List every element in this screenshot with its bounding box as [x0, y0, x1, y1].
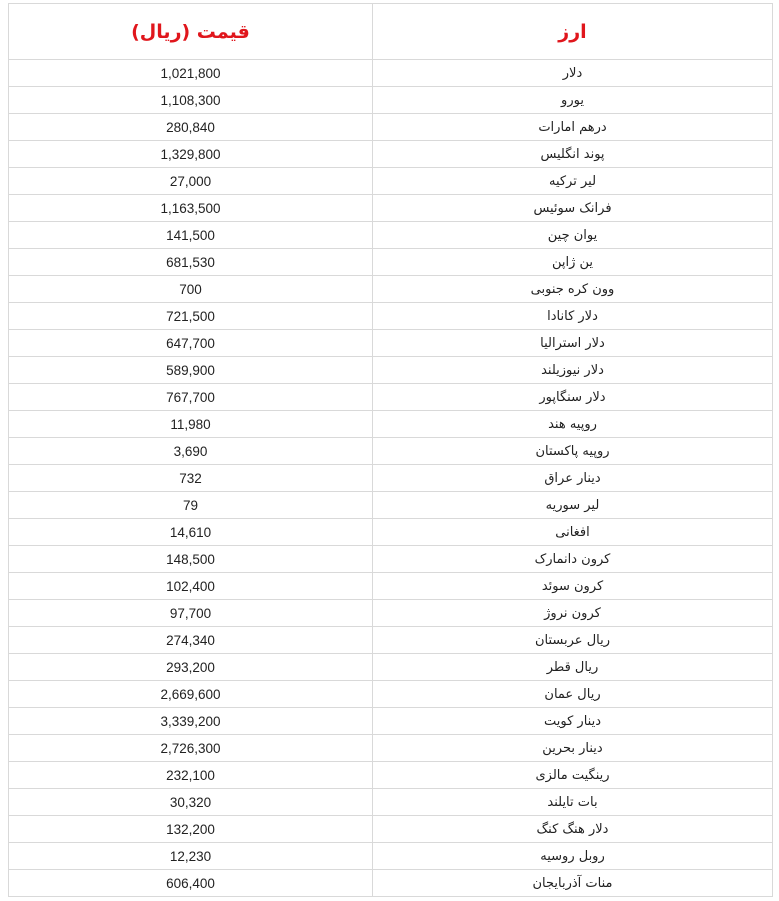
currency-name-cell: لیر ترکیه — [373, 168, 773, 195]
table-row — [9, 708, 773, 735]
table-row — [9, 870, 773, 897]
table-row — [9, 438, 773, 465]
table-row — [9, 87, 773, 114]
price-cell: 606,400 — [9, 870, 373, 897]
price-cell: 274,340 — [9, 627, 373, 654]
price-cell: 11,980 — [9, 411, 373, 438]
table-row — [9, 276, 773, 303]
currency-name-cell: لیر سوریه — [373, 492, 773, 519]
price-cell: 732 — [9, 465, 373, 492]
price-cell: 700 — [9, 276, 373, 303]
price-cell: 79 — [9, 492, 373, 519]
currency-name-cell: پوند انگلیس — [373, 141, 773, 168]
table-row — [9, 141, 773, 168]
price-cell: 14,610 — [9, 519, 373, 546]
price-cell: 721,500 — [9, 303, 373, 330]
table-row — [9, 600, 773, 627]
exchange-rate-table-container — [8, 3, 772, 897]
table-row — [9, 465, 773, 492]
currency-name-cell: ریال قطر — [373, 654, 773, 681]
table-row — [9, 303, 773, 330]
table-row — [9, 627, 773, 654]
currency-name-cell: کرون سوئد — [373, 573, 773, 600]
currency-column-header: ارز — [373, 4, 773, 60]
table-row — [9, 249, 773, 276]
table-row — [9, 411, 773, 438]
table-row — [9, 114, 773, 141]
currency-name-cell: ریال عمان — [373, 681, 773, 708]
table-row — [9, 762, 773, 789]
price-cell: 681,530 — [9, 249, 373, 276]
currency-name-cell: ریال عربستان — [373, 627, 773, 654]
currency-name-cell: دینار عراق — [373, 465, 773, 492]
exchange-rate-table — [8, 3, 773, 897]
price-cell: 589,900 — [9, 357, 373, 384]
currency-name-cell: روپیه پاکستان — [373, 438, 773, 465]
currency-name-cell: دلار استرالیا — [373, 330, 773, 357]
price-cell: 2,669,600 — [9, 681, 373, 708]
price-cell: 232,100 — [9, 762, 373, 789]
currency-name-cell: روبل روسیه — [373, 843, 773, 870]
price-cell: 148,500 — [9, 546, 373, 573]
currency-name-cell: روپیه هند — [373, 411, 773, 438]
table-row — [9, 222, 773, 249]
table-row — [9, 816, 773, 843]
table-row — [9, 546, 773, 573]
currency-name-cell: دلار هنگ کنگ — [373, 816, 773, 843]
currency-name-cell: منات آذربایجان — [373, 870, 773, 897]
table-row — [9, 384, 773, 411]
currency-name-cell: دلار نیوزیلند — [373, 357, 773, 384]
table-row — [9, 519, 773, 546]
price-cell: 27,000 — [9, 168, 373, 195]
price-cell: 647,700 — [9, 330, 373, 357]
price-cell: 1,163,500 — [9, 195, 373, 222]
price-cell: 767,700 — [9, 384, 373, 411]
currency-name-cell: یورو — [373, 87, 773, 114]
table-row — [9, 492, 773, 519]
price-column-header: قیمت (ریال) — [9, 4, 373, 60]
currency-name-cell: دینار کویت — [373, 708, 773, 735]
currency-name-cell: درهم امارات — [373, 114, 773, 141]
currency-name-cell: افغانی — [373, 519, 773, 546]
table-row — [9, 654, 773, 681]
currency-name-cell: کرون نروژ — [373, 600, 773, 627]
currency-name-cell: دینار بحرین — [373, 735, 773, 762]
price-cell: 293,200 — [9, 654, 373, 681]
table-row — [9, 330, 773, 357]
table-body — [9, 60, 773, 897]
currency-name-cell: وون کره جنوبی — [373, 276, 773, 303]
currency-name-cell: دلار سنگاپور — [373, 384, 773, 411]
price-cell: 1,108,300 — [9, 87, 373, 114]
price-cell: 3,690 — [9, 438, 373, 465]
price-cell: 3,339,200 — [9, 708, 373, 735]
currency-name-cell: کرون دانمارک — [373, 546, 773, 573]
price-cell: 2,726,300 — [9, 735, 373, 762]
table-row — [9, 168, 773, 195]
currency-name-cell: رینگیت مالزی — [373, 762, 773, 789]
table-row — [9, 681, 773, 708]
price-cell: 280,840 — [9, 114, 373, 141]
table-row — [9, 195, 773, 222]
price-cell: 1,329,800 — [9, 141, 373, 168]
table-row — [9, 60, 773, 87]
currency-name-cell: ین ژاپن — [373, 249, 773, 276]
currency-name-cell: دلار کانادا — [373, 303, 773, 330]
table-row — [9, 789, 773, 816]
currency-name-cell: فرانک سوئیس — [373, 195, 773, 222]
table-row — [9, 735, 773, 762]
price-cell: 12,230 — [9, 843, 373, 870]
table-row — [9, 573, 773, 600]
price-cell: 141,500 — [9, 222, 373, 249]
price-cell: 102,400 — [9, 573, 373, 600]
price-cell: 97,700 — [9, 600, 373, 627]
table-header-row — [9, 4, 773, 60]
table-row — [9, 357, 773, 384]
currency-name-cell: بات تایلند — [373, 789, 773, 816]
currency-name-cell: یوان چین — [373, 222, 773, 249]
currency-name-cell: دلار — [373, 60, 773, 87]
price-cell: 1,021,800 — [9, 60, 373, 87]
price-cell: 30,320 — [9, 789, 373, 816]
table-row — [9, 843, 773, 870]
price-cell: 132,200 — [9, 816, 373, 843]
